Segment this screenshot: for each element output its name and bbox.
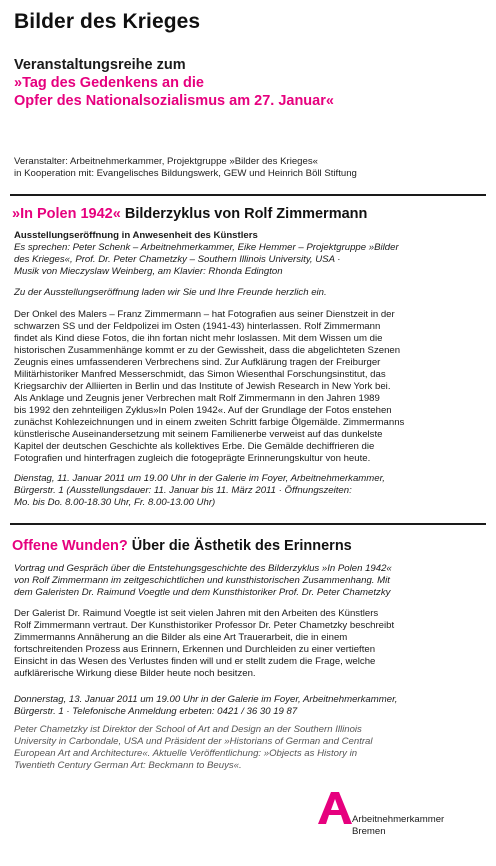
bio-line: European Art and Architecture«. Aktuelle Veröffentlichung: »Objects as History in — [14, 748, 358, 759]
body1-line: zunächst Kohlezeichnungen und in einem zweiten Schritt farbige Ölgemälde. Zimmermanns — [14, 417, 405, 428]
dates1-line: Bürgerstr. 1 (Ausstellungsdauer: 11. Januar bis 11. März 2011 · Öffnungszeiten: — [14, 485, 352, 496]
speakers-line-2: des Krieges«, Prof. Dr. Peter Chametzky – Southern Illinois University, USA · — [14, 254, 341, 265]
section2-dates — [14, 694, 484, 718]
divider-middle — [10, 523, 486, 525]
invitation-text: Zu der Ausstellungseröffnung laden wir Sie und Ihre Freunde herzlich ein. — [14, 287, 327, 298]
body1-line: künstlerische Auseinandersetzung mit seinem Familienerbe verweist auf das dunkelste — [14, 429, 383, 440]
organizer-line-1: Veranstalter: Arbeitnehmerkammer, Projektgruppe »Bilder des Krieges« — [14, 156, 318, 167]
section1-heading — [12, 206, 367, 222]
page-title: Bilder des Krieges — [14, 10, 201, 33]
body1-line: findet als Kind diese Fotos, die ihn fortan nicht mehr loslassen. Mit dem Wissen um die — [14, 333, 383, 344]
dates2-line: Bürgerstr. 1 · Telefonische Anmeldung erbeten: 0421 / 36 30 19 87 — [14, 706, 298, 717]
section2-heading-rest: Über die Ästhetik des Erinnerns — [127, 538, 352, 554]
intro2-line: von Rolf Zimmermann im zeitgeschichtlichen und kunsthistorischen Zusammenhang. Mit — [14, 575, 390, 586]
body1-line: Fotografien und hinterfragen zugleich die fotogeprägte Erinnerungskultur von heute. — [14, 453, 371, 464]
dates1-line: Mo. bis Do. 8.00-18.30 Uhr, Fr. 8.00-13.00 Uhr) — [14, 497, 216, 508]
body1-line: Zeugnis eines umfassenderen Verbrechens sind. Zur Aufklärung tragen der Freiburger — [14, 357, 381, 368]
body1-line: Kapitel der deutschen Geschichte als kollektives Erbe. Die Gemälde dechiffrieren die — [14, 441, 375, 452]
series-line-3: Opfer des Nationalsozialismus am 27. Januar« — [14, 93, 334, 109]
body2-line: fortschreitenden Prozess aus Erinnern, Erkennen und Durchleiden zu einer vertieften — [14, 644, 376, 655]
section1-heading-rest: Bilderzyklus von Rolf Zimmermann — [120, 206, 368, 222]
section1-opening — [14, 230, 484, 278]
dates1-line: Dienstag, 11. Januar 2011 um 19.00 Uhr in der Galerie im Foyer, Arbeitnehmerkammer, — [14, 473, 385, 484]
organizer-line-2: in Kooperation mit: Evangelisches Bildungswerk, GEW und Heinrich Böll Stiftung — [14, 168, 357, 179]
bio-line: Twentieth Century German Art: Beckmann to Beuys«. — [14, 760, 242, 771]
body1-line: Kriegsarchiv der Alliierten in Berlin und das Institute of Jewish Research in New York bei. — [14, 381, 391, 392]
body2-line: Der Galerist Dr. Raimund Voegtle ist seit vielen Jahren mit den Arbeiten des Künstlers — [14, 608, 379, 619]
opening-title: Ausstellungseröffnung in Anwesenheit des Künstlers — [14, 230, 258, 241]
body1-line: bis 1992 den zehnteiligen Zyklus»In Polen 1942«. Auf der Grundlage der Fotos enstehen — [14, 405, 392, 416]
body1-line: historischen Zusammenhänge kommt er zu der Gewissheit, dass die abgelichteten Szenen — [14, 345, 401, 356]
dates2-line: Donnerstag, 13. Januar 2011 um 19.00 Uhr in der Galerie im Foyer, Arbeitnehmerkammer, — [14, 694, 398, 705]
section1-body — [14, 309, 484, 465]
speakers-line-1: Es sprechen: Peter Schenk – Arbeitnehmerkammer, Eike Hemmer – Projektgruppe »Bilder — [14, 242, 399, 253]
body2-line: Einsicht in das Wesen des Verlustes finden will und er stellt zudem die Frage, welche — [14, 656, 376, 667]
body1-line: Als Anklage und Zeugnis jener Verbrechen malt Rolf Zimmermann in den Jahren 1989 — [14, 393, 380, 404]
intro2-line: dem Galeristen Dr. Raimund Voegtle und dem Kunsthistoriker Prof. Dr. Peter Chametzky — [14, 587, 391, 598]
organizer-info — [14, 156, 484, 180]
series-line-1: Veranstaltungsreihe zum — [14, 57, 186, 73]
logo-line-2: Bremen — [352, 826, 386, 837]
section2-heading-accent: Offene Wunden? — [12, 538, 128, 554]
chametzky-bio — [14, 724, 484, 772]
bio-line: Peter Chametzky ist Direktor der School of Art and Design an der Southern Illinois — [14, 724, 362, 735]
body1-line: Der Onkel des Malers – Franz Zimmermann – hat Fotografien aus seiner Dienstzeit in der — [14, 309, 395, 320]
logo-line-1: Arbeitnehmerkammer — [352, 814, 445, 825]
section2-body — [14, 608, 484, 680]
body2-line: Rolf Zimmermann vertraut. Der Kunsthistoriker Professor Dr. Peter Chametzky beschreibt — [14, 620, 395, 631]
section2-intro — [14, 563, 484, 599]
logo-text — [352, 814, 444, 838]
body1-line: schwarzen SS und der Feldpolizei im Osten (1941-43) hinterlassen. Rolf Zimmermann — [14, 321, 381, 332]
speakers-line-3: Musik von Mieczyslaw Weinberg, am Klavier: Rhonda Edington — [14, 266, 283, 277]
bio-line: University in Carbondale, USA und Präsident der »Historians of German and Central — [14, 736, 373, 747]
series-title — [14, 56, 484, 110]
section1-heading-accent: »In Polen 1942« — [12, 206, 121, 222]
section1-dates — [14, 473, 484, 509]
divider-top — [10, 194, 486, 196]
section2-heading — [12, 538, 352, 554]
series-line-2: »Tag des Gedenkens an die — [14, 75, 204, 91]
body2-line: aufklärerische Wirkung diese Bilder heute noch besitzen. — [14, 668, 256, 679]
body1-line: Militärhistoriker Manfred Messerschmidt, das Simon Wiesenthal Forschungsinstitut, das — [14, 369, 386, 380]
body2-line: Zimmermanns Annäherung an die Bilder als eine Art Trauerarbeit, die in einem — [14, 632, 348, 643]
intro2-line: Vortrag und Gespräch über die Entstehungsgeschichte des Bilderzyklus »In Polen 1942« — [14, 563, 392, 574]
arbeitnehmerkammer-logo-icon — [318, 792, 352, 824]
